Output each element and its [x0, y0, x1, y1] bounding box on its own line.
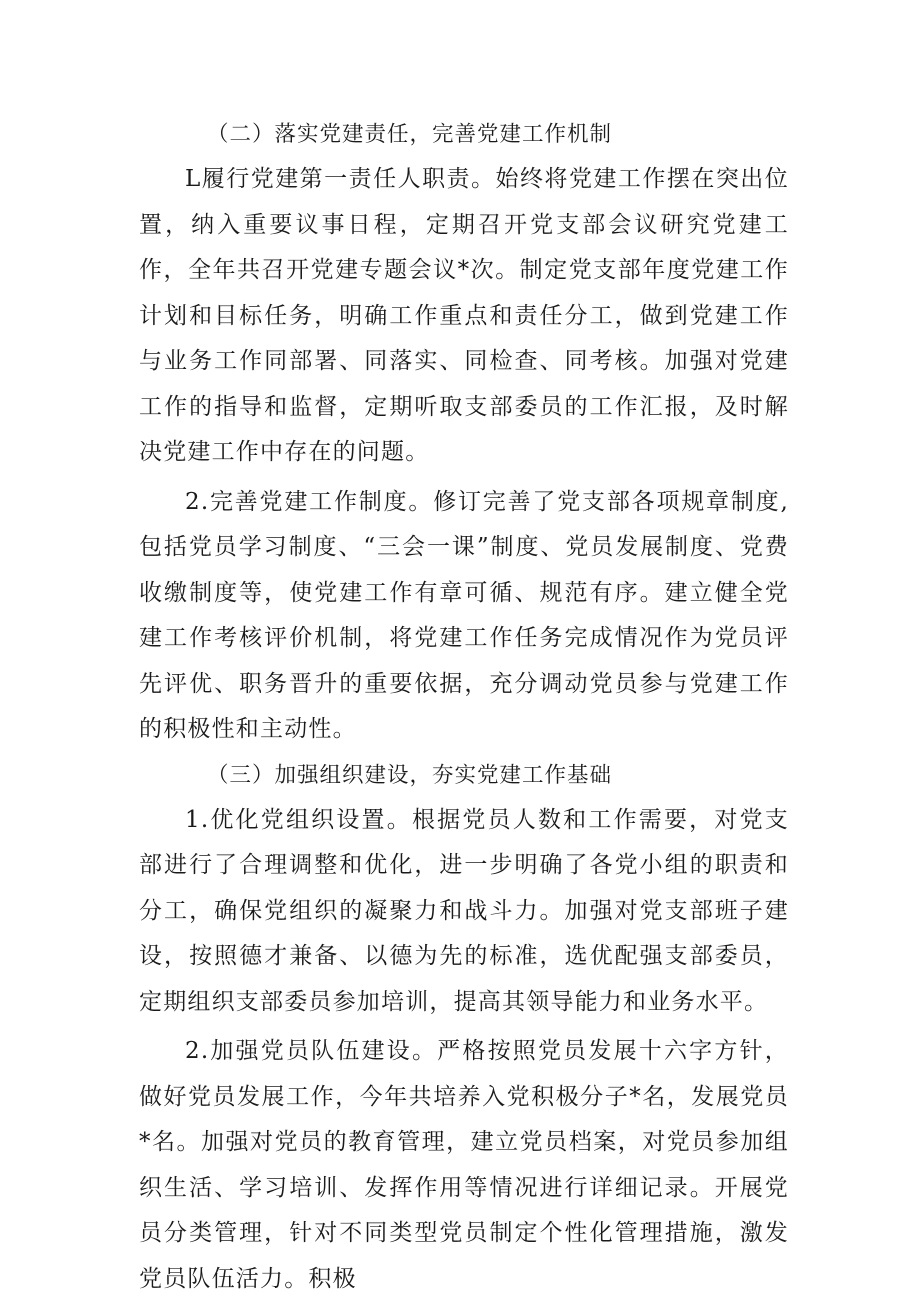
paragraph-organization-setup: 1.优化党组织设置。根据党员人数和工作需要，对党支部进行了合理调整和优化，进一步明确了各党小组的职责和分工，确保党组织的凝聚力和战斗力。加强对党支部班子建设，按照德才兼备、以德为先的标准，选优配强支部委员，定期组织支部委员参加培训，提高其领导能力和业务水平。	[139, 806, 789, 1015]
paragraph-party-responsibility: L履行党建第一责任人职责。始终将党建工作摆在突出位置，纳入重要议事日程，定期召开党支部会议研究党建工作，全年共召开党建专题会议*次。制定党支部年度党建工作计划和目标任务，明确工作重点和责任分工，做到党建工作与业务工作同部署、同落实、同检查、同考核。加强对党建工作的指导和监督，定期听取支部委员的工作汇报，及时解决党建工作中存在的问题。	[139, 166, 789, 465]
paragraph-party-system: 2.完善党建工作制度。修订完善了党支部各项规章制度,包括党员学习制度、“三会一课”制度、党员发展制度、党费收缴制度等，使党建工作有章可循、规范有序。建立健全党建工作考核评价机制，将党建工作任务完成情况作为党员评先评优、职务晋升的重要依据，充分调动党员参与党建工作的积极性和主动性。	[139, 488, 789, 742]
section-heading-3: （三）加强组织建设，夯实党建工作基础	[207, 762, 613, 788]
paragraph-member-team: 2.加强党员队伍建设。严格按照党员发展十六字方针，做好党员发展工作，今年共培养入党积极分子*名，发展党员*名。加强对党员的教育管理，建立党员档案，对党员参加组织生活、学习培训、发挥作用等情况进行详细记录。开展党员分类管理，针对不同类型党员制定个性化管理措施，激发党员队伍活力。积极	[139, 1038, 789, 1292]
section-heading-2: （二）落实党建责任，完善党建工作机制	[207, 122, 613, 147]
document-body	[139, 112, 789, 1302]
